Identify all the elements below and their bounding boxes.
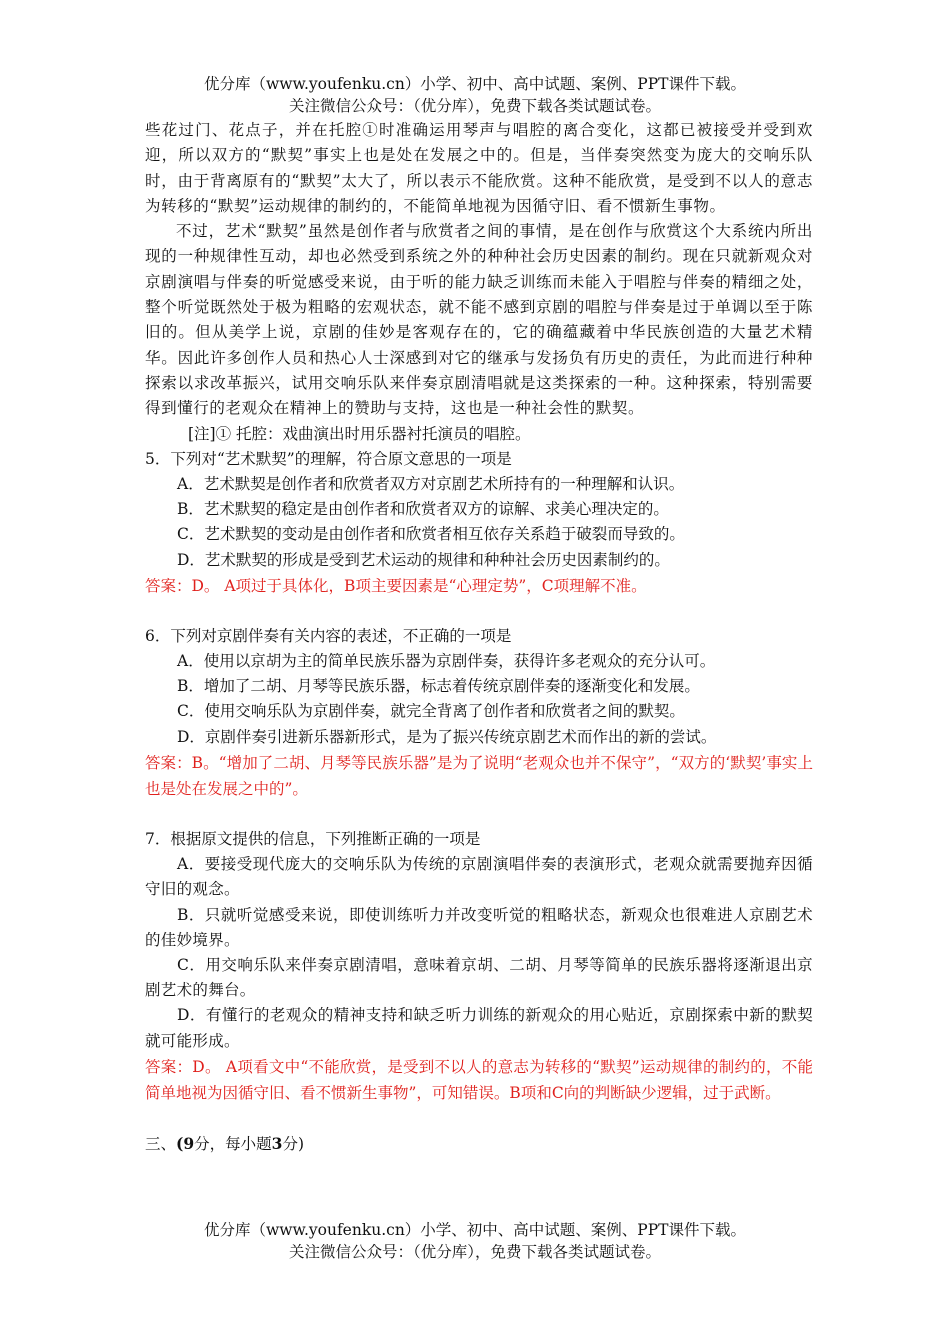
question-stem: 7．根据原文提供的信息，下列推断正确的一项是 [145, 829, 481, 848]
footer-line-1: 优分库（www.youfenku.cn）小学、初中、高中试题、案例、PPT课件下载。 [203, 1221, 747, 1239]
option-b: B．只就听觉感受来说，即使训练听力并改变听觉的粗略状态，新观众也很难进人京剧艺术的佳妙境界。 [145, 905, 813, 949]
page-footer [0, 1219, 950, 1263]
option-a: A．使用以京胡为主的简单民族乐器为京剧伴奏，获得许多老观众的充分认可。 [177, 652, 716, 671]
answer-text: 答案：B。“增加了二胡、月琴等民族乐器”是为了说明“老观众也并不保守”，“双方的‘默契’事实上也是处在发展之中的”。 [145, 753, 813, 798]
footnote: [注]① 托腔：戏曲演出时用乐器衬托演员的唱腔。 [188, 424, 531, 443]
question-stem: 5．下列对“艺术默契”的理解，符合原文意思的一项是 [145, 449, 512, 468]
question-stem: 6．下列对京剧伴奏有关内容的表述，不正确的一项是 [145, 626, 512, 645]
header-line-1: 优分库（www.youfenku.cn）小学、初中、高中试题、案例、PPT课件下载。 [203, 75, 747, 93]
option-c: C．用交响乐队来伴奏京剧清唱，意味着京胡、二胡、月琴等简单的民族乐器将逐渐退出京剧艺术的舞台。 [145, 955, 813, 1000]
option-c: C．艺术默契的变动是由创作者和欣赏者相互依存关系趋于破裂而导致的。 [177, 525, 685, 544]
option-c: C．使用交响乐队为京剧伴奏，就完全背离了创作者和欣赏者之间的默契。 [177, 702, 685, 721]
header-line-2: 关注微信公众号：（优分库），免费下载各类试题试卷。 [288, 97, 661, 115]
option-d: D．有懂行的老观众的精神支持和缺乏听力训练的新观众的用心贴近，京剧探索中新的默契就可能形成。 [145, 1006, 813, 1050]
page-header [0, 73, 950, 117]
answer-text: 答案：D。 A项过于具体化，B项主要因素是“心理定势”，C项理解不准。 [145, 576, 647, 595]
question-7 [145, 827, 813, 1106]
option-d: D．京剧伴奏引进新乐器新形式，是为了振兴传统京剧艺术而作出的新的尝试。 [177, 727, 717, 746]
question-5 [145, 447, 813, 599]
option-d: D．艺术默契的形成是受到艺术运动的规律和种种社会历史因素制约的。 [177, 550, 670, 569]
passage-paragraph-2: 不过，艺术“默契”虽然是创作者与欣赏者之间的事情，是在创作与欣赏这个大系统内所出现的一种规律性互动，却也必然受到系统之外的种种社会历史因素的制约。现在只就新观众对京剧演唱与伴奏的听觉感受来说，由于听的能力缺乏训练而未能入于唱腔与伴奏的精细之处，整个听觉既然处于极为粗略的宏观状态，就不能不感到京剧的唱腔与伴奏是过于单调以至于陈旧的。但从美学上说，京剧的佳妙是客观存在的，它的确蕴藏着中华民族创造的大量艺术精华。因此许多创作人员和热心人士深感到对它的继承与发扬负有历史的责任，为此而进行种种探索以求改革振兴，试用交响乐队来伴奏京剧清唱就是这类探索的一种。这种探索，特别需要得到懂行的老观众在精神上的赞助与支持，这也是一种社会性的默契。 [145, 222, 813, 418]
section-heading: 三、(9分，每小题3分) [145, 1133, 305, 1153]
option-a: A．要接受现代庞大的交响乐队为传统的京剧演唱伴奏的表演形式，老观众就需要抛弃因循守旧的观念。 [145, 855, 813, 899]
passage-paragraph-1: 些花过门、花点子，并在托腔①时准确运用琴声与唱腔的离合变化，这都已被接受并受到欢迎，所以双方的“默契”事实上也是处在发展之中的。但是，当伴奏突然变为庞大的交响乐队时，由于背离原有的“默契”太大了，所以表示不能欣赏。这种不能欣赏，是受到不以人的意志为转移的“默契”运动规律的制约的，不能简单地视为因循守旧、看不惯新生事物。 [145, 121, 813, 215]
document-body [145, 118, 813, 1157]
answer-text: 答案：D。 A项看文中“不能欣赏，是受到不以人的意志为转移的“默契”运动规律的制约的，不能简单地视为因循守旧、看不惯新生事物”，可知错误。B项和C向的判断缺少逻辑，过于武断。 [145, 1057, 813, 1102]
option-a: A．艺术默契是创作者和欣赏者双方对京剧艺术所持有的一种理解和认识。 [177, 475, 685, 494]
option-b: B．艺术默契的稳定是由创作者和欣赏者双方的谅解、求美心理决定的。 [177, 500, 669, 519]
question-6 [145, 624, 813, 802]
footer-line-2: 关注微信公众号：（优分库），免费下载各类试题试卷。 [288, 1243, 661, 1261]
option-b: B．增加了二胡、月琴等民族乐器，标志着传统京剧伴奏的逐渐变化和发展。 [177, 677, 700, 696]
